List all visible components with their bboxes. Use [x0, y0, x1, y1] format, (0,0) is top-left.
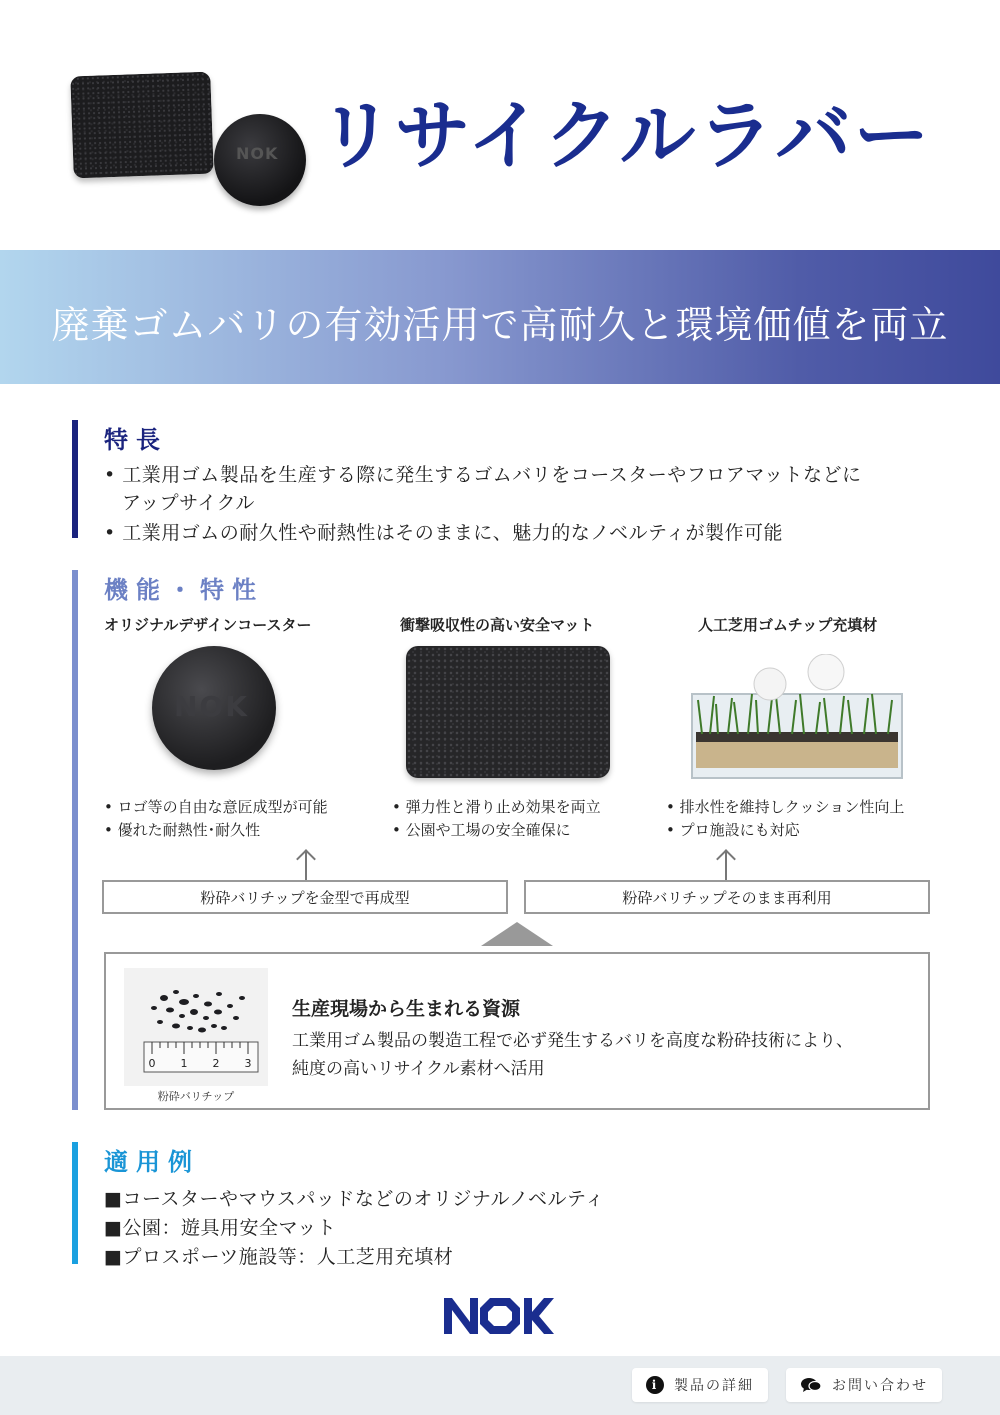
product-details-button[interactable]	[632, 1368, 768, 1402]
turf-bullet-2: • プロ施設にも対応	[666, 821, 800, 839]
features-bullet-1-cont: アップサイクル	[122, 492, 255, 514]
tagline-text: 廃棄ゴムバリの有効活用で高耐久と環境価値を両立	[51, 303, 949, 347]
mat-column-title: 衝撃吸収性の高い安全マット	[400, 616, 595, 634]
arrow-up-right-icon	[716, 849, 736, 869]
turf-bullet-1: • 排水性を維持しクッション性向上	[666, 798, 905, 816]
features-accent-bar	[72, 420, 78, 538]
application-item-1: ■コースターやマウスパッドなどのオリジナルノベルティ	[104, 1188, 605, 1210]
contact-label: お問い合わせ	[832, 1378, 928, 1394]
chat-icon	[800, 1377, 822, 1393]
functions-heading: 機能・特性	[104, 576, 264, 604]
coaster-mark: NOK	[236, 144, 279, 163]
rubber-mat-photo	[70, 72, 213, 179]
ruler-tick-0: 0	[148, 1057, 156, 1070]
coaster-product-photo	[152, 646, 276, 770]
resource-text-line-1: 工業用ゴム製品の製造工程で必ず発生するバリを高度な粉砕技術により、	[292, 1031, 853, 1051]
coaster-column-title: オリジナルデザインコースター	[104, 616, 312, 634]
footer-bar	[0, 1356, 1000, 1415]
artificial-turf-photo	[688, 654, 906, 784]
applications-accent-bar	[72, 1142, 78, 1264]
process-reuse-label: 粉砕バリチップそのまま再利用	[524, 880, 930, 914]
tagline-banner	[0, 250, 1000, 384]
coaster-bullet-1: • ロゴ等の自由な意匠成型が可能	[104, 798, 328, 816]
features-heading: 特長	[104, 426, 168, 454]
mat-bullet-2: • 公園や工場の安全確保に	[392, 821, 571, 839]
arrow-up-left-icon	[296, 849, 316, 869]
functions-accent-bar	[72, 570, 78, 1110]
features-bullet-2: • 工業用ゴムの耐久性や耐熱性はそのままに、魅力的なノベルティが製作可能	[104, 522, 783, 544]
ruler-tick-1: 1	[180, 1057, 188, 1070]
resource-title: 生産現場から生まれる資源	[292, 998, 521, 1020]
resource-source-box	[104, 952, 930, 1110]
safety-mat-photo	[406, 646, 610, 778]
hero-section	[0, 0, 1000, 250]
coaster-bullet-2: • 優れた耐熱性･耐久性	[104, 821, 261, 839]
chips-caption: 粉砕バリチップ	[157, 1090, 235, 1103]
nok-logo	[444, 1298, 556, 1334]
info-icon: i	[646, 1376, 664, 1394]
resource-text-line-2: 純度の高いリサイクル素材へ活用	[292, 1059, 545, 1079]
process-remold-label: 粉砕バリチップを金型で再成型	[102, 880, 508, 914]
triangle-up-icon	[481, 922, 553, 946]
application-item-3: ■プロスポーツ施設等：人工芝用充填材	[104, 1246, 454, 1268]
application-item-2: ■公園：遊具用安全マット	[104, 1217, 337, 1239]
ruler-tick-3: 3	[244, 1057, 252, 1070]
rubber-coaster-photo	[214, 114, 306, 206]
coaster-product-mark: NOK	[174, 690, 249, 723]
mat-bullet-1: • 弾力性と滑り止め効果を両立	[392, 798, 601, 816]
page-title: リサイクルラバー	[318, 91, 932, 180]
contact-button[interactable]	[786, 1368, 942, 1402]
applications-heading: 適用例	[104, 1148, 200, 1176]
rubber-chips-photo	[124, 968, 268, 1086]
product-details-label: 製品の詳細	[674, 1378, 754, 1394]
ruler-tick-2: 2	[212, 1057, 220, 1070]
turf-column-title: 人工芝用ゴムチップ充填材	[698, 616, 878, 634]
features-bullet-1: • 工業用ゴム製品を生産する際に発生するゴムバリをコースターやフロアマットなどに	[104, 464, 862, 486]
